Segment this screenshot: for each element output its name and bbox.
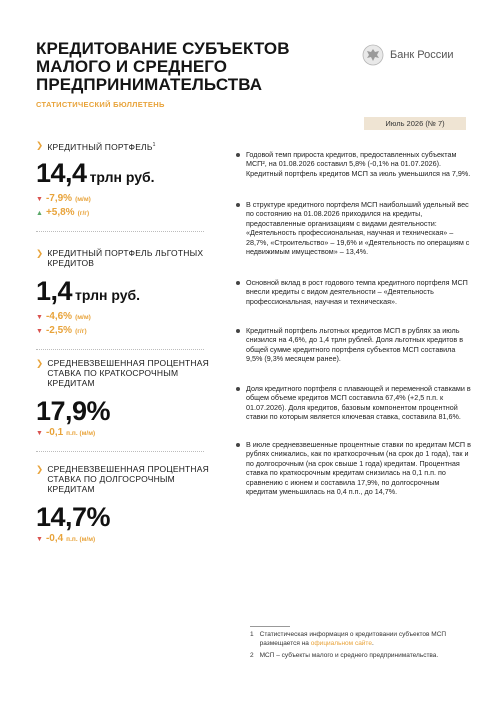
metric-value: 1,4 трлн руб. xyxy=(36,276,141,306)
footnote-2: 2 МСП – субъекты малого и среднего предпринимательства. xyxy=(250,652,439,659)
chevron-right-icon: ❯ xyxy=(36,248,44,258)
metric-label: КРЕДИТНЫЙ ПОРТФЕЛЬ ЛЬГОТНЫХ КРЕДИТОВ xyxy=(47,248,204,268)
footnote-divider xyxy=(250,626,290,627)
bullet-paragraph: Кредитный портфель льготных кредитов МСП в рублях за июль снизился на 4,6%, до 1,4 трлн рублей. Доля льготных кредитов в общей сумме кредитного портфеля субъектов МСП составила 9,5% (9,3% месяцем ранее). xyxy=(236,326,472,364)
logo-text: Банк России xyxy=(390,49,454,61)
arrow-down-icon: ▼ xyxy=(36,195,43,203)
issue-date: Июль 2026 (№ 7) xyxy=(364,117,466,130)
change-mom: ▼ -0,1 п.п. (м/м) xyxy=(36,427,96,438)
metric-long-term-rate xyxy=(36,464,216,546)
bullet-paragraph: В структуре кредитного портфеля МСП наибольший удельный вес по состоянию на 01.08.2026 приходился на кредиты, предоставленные организациям с видами деятельности: «Деятельность профессиональная, научная и техническая» – 28,7%, «Строительство» – 19,6% и «Деятельность по операциям с недвижимым имуществом» – 13,4%. xyxy=(236,200,472,256)
footnotes xyxy=(250,626,470,665)
arrow-down-icon: ▼ xyxy=(36,536,43,543)
chevron-right-icon: ❯ xyxy=(36,358,44,368)
arrow-up-icon: ▲ xyxy=(36,209,43,217)
change-mom: ▼ -0,4 п.п. (м/м) xyxy=(36,533,96,544)
bullet-paragraph: Основной вклад в рост годового темпа кредитного портфеля МСП внесли кредиты с видом деятельности – «Деятельность профессиональная, научная и техническая». xyxy=(236,278,472,306)
divider xyxy=(36,349,204,351)
metric-preferential-portfolio xyxy=(36,248,216,351)
change-yoy: ▲ +5,8% (г/г) xyxy=(36,206,90,218)
metric-value: 17,9% xyxy=(36,396,111,426)
eagle-emblem-icon xyxy=(362,44,384,66)
metric-label: СРЕДНЕВЗВЕШЕННАЯ ПРОЦЕНТНАЯ СТАВКА ПО ДОЛГОСРОЧНЫМ КРЕДИТАМ xyxy=(47,464,209,494)
arrow-down-icon: ▼ xyxy=(36,430,43,437)
change-mom: ▼ -4,6% (м/м) xyxy=(36,311,91,322)
page-title: КРЕДИТОВАНИЕ СУБЪЕКТОВ МАЛОГО И СРЕДНЕГО ПРЕДПРИНИМАТЕЛЬСТВА xyxy=(36,39,290,94)
metric-value: 14,4 трлн руб. xyxy=(36,157,155,188)
chevron-right-icon: ❯ xyxy=(36,464,44,474)
page-subtitle: СТАТИСТИЧЕСКИЙ БЮЛЛЕТЕНЬ xyxy=(36,100,165,109)
metric-short-term-rate xyxy=(36,358,216,453)
arrow-down-icon: ▼ xyxy=(36,314,43,321)
bank-logo xyxy=(362,44,454,66)
metric-credit-portfolio xyxy=(36,140,216,233)
bullet-paragraph: Доля кредитного портфеля с плавающей и переменной ставками в общем объеме кредитов МСП составила 67,4% (+2,5 п.п. к 01.07.2026). Доля кредитов, базовым компонентом процентной ставки по которым является ключевая ставка, составила 81,6%. xyxy=(236,384,472,422)
divider xyxy=(36,451,204,453)
divider xyxy=(36,231,204,233)
official-site-link[interactable]: официальном сайте xyxy=(310,639,372,647)
footnote-1: 1 Статистическая информация о кредитовании субъектов МСП размещается на официальном сайте. xyxy=(250,631,447,647)
bullet-paragraph: В июле средневзвешенные процентные ставки по кредитам МСП в рублях снижались, как по краткосрочным (на срок до 1 года), так и по долгосрочным (на срок свыше 1 года) кредитам. Процентная ставка по краткосрочным кредитам снизилась на 0,1 п.п. по сравнению с июнем и составила 17,9%, по долгосрочным кредитам уменьшилась на 0,4 п.п., до 14,7%. xyxy=(236,440,472,496)
metric-value: 14,7% xyxy=(36,502,111,532)
chevron-right-icon: ❯ xyxy=(36,140,44,150)
change-mom: ▼ -7,9% (м/м) xyxy=(36,192,91,204)
metric-label: СРЕДНЕВЗВЕШЕННАЯ ПРОЦЕНТНАЯ СТАВКА ПО КРАТКОСРОЧНЫМ КРЕДИТАМ xyxy=(47,358,209,388)
metric-label: КРЕДИТНЫЙ ПОРТФЕЛЬ$^1$ xyxy=(47,141,156,152)
bullet-paragraph: Годовой темп прироста кредитов, предоставленных субъектам МСП², на 01.08.2026 составил 5,8% (-0,1% на 01.07.2026). Кредитный портфель кредитов МСП за июль уменьшился на 7,9%. xyxy=(236,150,472,178)
arrow-down-icon: ▼ xyxy=(36,328,43,335)
change-yoy: ▼ -2,5% (г/г) xyxy=(36,325,87,336)
